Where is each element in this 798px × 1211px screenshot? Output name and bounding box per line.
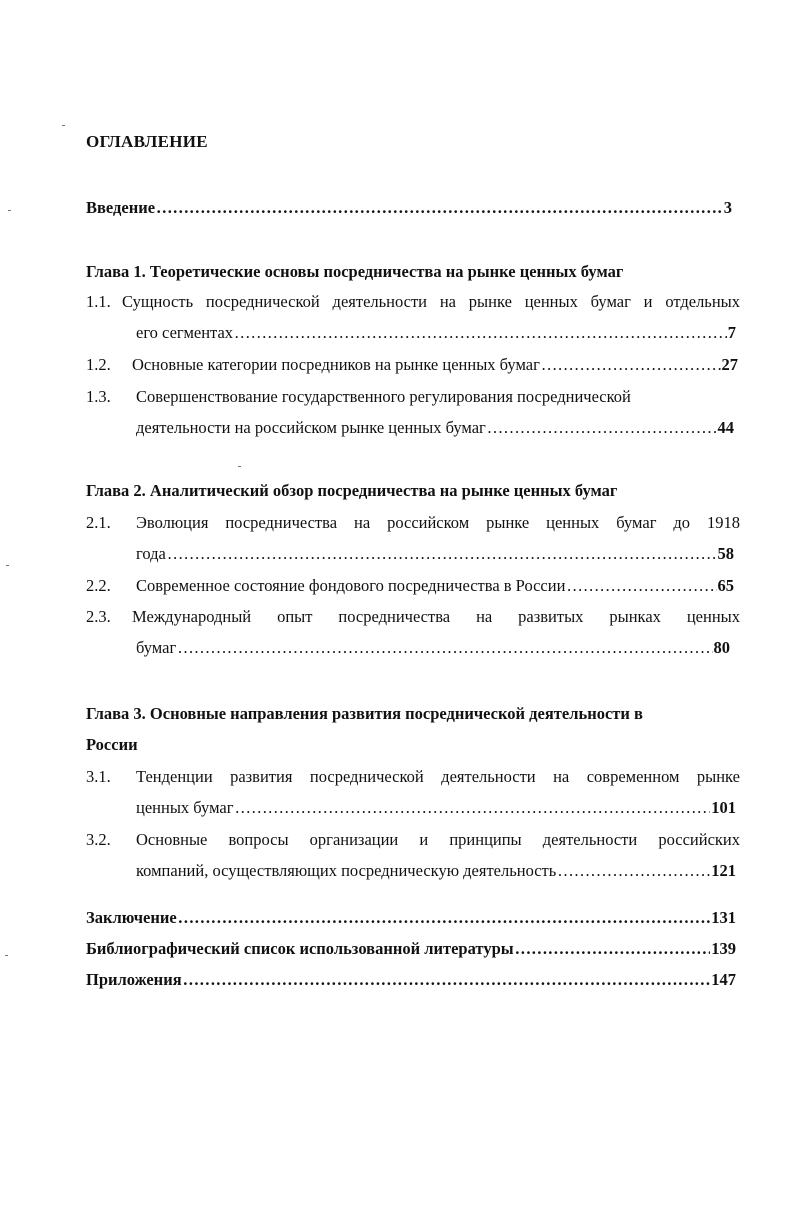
toc-entry-page: 131 [711, 908, 736, 927]
chapter-2-title: Глава 2. Аналитический обзор посредничества на рынке ценных бумаг [86, 481, 618, 500]
section-number: 1.1. [86, 292, 111, 311]
toc-entry-appendix [86, 969, 736, 991]
scan-speck [5, 955, 8, 956]
scan-speck [238, 466, 241, 467]
leader-dots [167, 543, 717, 565]
toc-entry-label: деятельности на российском рынке ценных бумаг [136, 418, 486, 437]
section-number: 3.1. [86, 767, 111, 786]
scan-speck [8, 210, 11, 211]
toc-entry-page: 139 [711, 939, 736, 958]
leader-dots [183, 969, 711, 991]
toc-entry-2-3 [136, 637, 730, 659]
toc-entry-conclusion [86, 907, 736, 929]
toc-entry-label: Современное состояние фондового посредничества в России [136, 576, 566, 595]
chapter-3-title-line2: России [86, 735, 138, 754]
toc-entry-1-2 [132, 354, 738, 376]
section-number: 1.3. [86, 387, 111, 406]
leader-dots [156, 197, 723, 219]
toc-entry-label: ценных бумаг [136, 798, 234, 817]
scan-speck [62, 125, 65, 126]
toc-entry-3-2 [136, 860, 736, 882]
section-number: 1.2. [86, 355, 111, 374]
toc-entry-label: бумаг [136, 638, 177, 657]
toc-entry-label: года [136, 544, 166, 563]
leader-dots [234, 322, 727, 344]
toc-entry-page: 65 [717, 576, 734, 595]
toc-entry-label: Введение [86, 198, 156, 217]
leader-dots [178, 907, 711, 929]
leader-dots [557, 860, 710, 882]
toc-entry-2-2 [136, 575, 734, 597]
toc-entry-page: 80 [713, 638, 730, 657]
leader-dots [566, 575, 716, 597]
chapter-3-title-line1: Глава 3. Основные направления развития посреднической деятельности в [86, 704, 643, 723]
toc-entry-label: Приложения [86, 970, 182, 989]
section-number: 2.2. [86, 576, 111, 595]
toc-entry-page: 58 [717, 544, 734, 563]
section-number: 3.2. [86, 830, 111, 849]
leader-dots [235, 797, 711, 819]
toc-entry-label: Основные категории посредников на рынке ценных бумаг [132, 355, 540, 374]
toc-entry-page: 121 [711, 861, 736, 880]
toc-entry-label: компаний, осуществляющих посредническую деятельность [136, 861, 557, 880]
toc-entry-2-1 [136, 543, 734, 565]
leader-dots [541, 354, 721, 376]
toc-heading: ОГЛАВЛЕНИЕ [86, 132, 208, 151]
toc-entry-label: его сегментах [136, 323, 234, 342]
toc-entry-bibliography [86, 938, 736, 960]
toc-entry-1-1 [136, 322, 736, 344]
leader-dots [177, 637, 712, 659]
toc-entry-page: 101 [711, 798, 736, 817]
leader-dots [515, 938, 711, 960]
toc-entry-label: Библиографический список использованной литературы [86, 939, 514, 958]
section-2-3-line1: Международный опыт посредничества на развитых рынках ценных [132, 607, 740, 626]
section-3-2-line1: Основные вопросы организации и принципы деятельности российских [136, 830, 740, 849]
section-1-1-line1: Сущность посреднической деятельности на рынке ценных бумаг и отдельных [122, 292, 740, 311]
leader-dots [487, 417, 717, 439]
toc-entry-introduction [86, 197, 732, 219]
toc-entry-page: 3 [723, 198, 732, 217]
section-number: 2.3. [86, 607, 111, 626]
section-number: 2.1. [86, 513, 111, 532]
section-1-3-line1: Совершенствование государственного регулирования посреднической [136, 387, 631, 406]
toc-entry-page: 44 [717, 418, 734, 437]
section-2-1-line1: Эволюция посредничества на российском рынке ценных бумаг до 1918 [136, 513, 740, 532]
toc-entry-label: Заключение [86, 908, 177, 927]
toc-entry-page: 147 [711, 970, 736, 989]
scan-speck [6, 565, 9, 566]
toc-entry-page: 27 [721, 355, 738, 374]
chapter-1-title: Глава 1. Теоретические основы посредничества на рынке ценных бумаг [86, 262, 624, 281]
toc-entry-3-1 [136, 797, 736, 819]
section-3-1-line1: Тенденции развития посреднической деятельности на современном рынке [136, 767, 740, 786]
toc-entry-page: 7 [727, 323, 736, 342]
toc-entry-1-3 [136, 417, 734, 439]
